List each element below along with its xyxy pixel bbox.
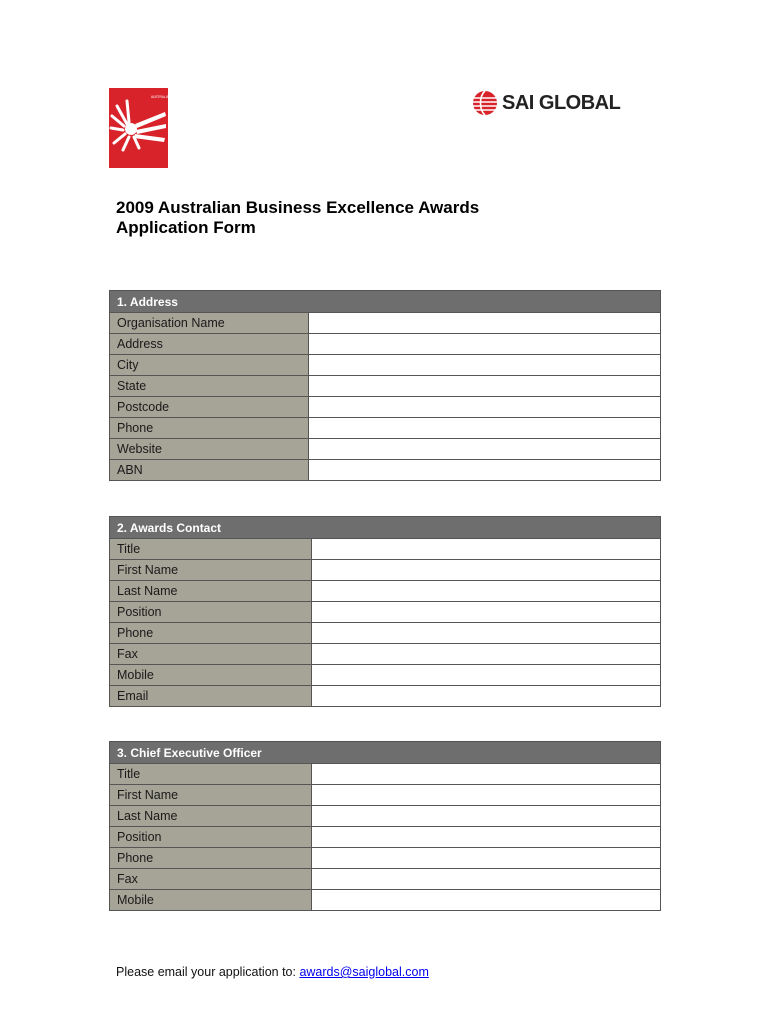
form-row	[110, 848, 661, 869]
field-label: Organisation Name	[110, 313, 309, 334]
field-label: Postcode	[110, 397, 309, 418]
field-label: First Name	[110, 560, 312, 581]
ceo-fax-field[interactable]	[312, 869, 661, 890]
title-line-1: 2009 Australian Business Excellence Awards	[116, 198, 480, 217]
sai-global-logo	[472, 88, 620, 118]
form-row	[110, 785, 661, 806]
awards-contact-section	[109, 516, 661, 707]
form-row	[110, 581, 661, 602]
form-row	[110, 623, 661, 644]
form-row	[110, 418, 661, 439]
field-label: Title	[110, 539, 312, 560]
field-label: Title	[110, 764, 312, 785]
form-row	[110, 313, 661, 334]
field-label: Phone	[110, 623, 312, 644]
field-label: Phone	[110, 848, 312, 869]
svg-text:AUSTRALIAN BUSINESS EXCELLENCE: AUSTRALIAN BUSINESS EXCELLENCE AWARDS	[151, 95, 225, 99]
section-heading: 3. Chief Executive Officer	[110, 742, 661, 764]
form-row	[110, 334, 661, 355]
contact-title-field[interactable]	[312, 539, 661, 560]
form-row	[110, 806, 661, 827]
address-field[interactable]	[309, 334, 661, 355]
address-section	[109, 290, 661, 481]
abn-field[interactable]	[309, 460, 661, 481]
contact-last-name-field[interactable]	[312, 581, 661, 602]
contact-mobile-field[interactable]	[312, 665, 661, 686]
form-row	[110, 644, 661, 665]
sai-global-wordmark: SAI GLOBAL	[502, 92, 621, 114]
ceo-mobile-field[interactable]	[312, 890, 661, 911]
field-label: Position	[110, 602, 312, 623]
ceo-title-field[interactable]	[312, 764, 661, 785]
ceo-last-name-field[interactable]	[312, 806, 661, 827]
city-field[interactable]	[309, 355, 661, 376]
field-label: Mobile	[110, 890, 312, 911]
website-field[interactable]	[309, 439, 661, 460]
title-line-2: Application Form	[116, 218, 256, 237]
contact-fax-field[interactable]	[312, 644, 661, 665]
phone-field[interactable]	[309, 418, 661, 439]
form-row	[110, 560, 661, 581]
form-row	[110, 602, 661, 623]
field-label: State	[110, 376, 309, 397]
form-row	[110, 827, 661, 848]
ceo-section	[109, 741, 661, 911]
form-row	[110, 869, 661, 890]
form-row	[110, 460, 661, 481]
field-label: First Name	[110, 785, 312, 806]
postcode-field[interactable]	[309, 397, 661, 418]
field-label: Phone	[110, 418, 309, 439]
awards-logo	[109, 88, 225, 168]
footer-note	[116, 965, 429, 979]
field-label: ABN	[110, 460, 309, 481]
ceo-first-name-field[interactable]	[312, 785, 661, 806]
field-label: Email	[110, 686, 312, 707]
contact-first-name-field[interactable]	[312, 560, 661, 581]
field-label: Website	[110, 439, 309, 460]
form-row	[110, 539, 661, 560]
ceo-position-field[interactable]	[312, 827, 661, 848]
form-row	[110, 890, 661, 911]
field-label: Fax	[110, 644, 312, 665]
form-row	[110, 397, 661, 418]
field-label: City	[110, 355, 309, 376]
field-label: Mobile	[110, 665, 312, 686]
sai-global-globe-icon	[472, 90, 498, 116]
form-row	[110, 686, 661, 707]
section-heading: 1. Address	[110, 291, 661, 313]
form-row	[110, 439, 661, 460]
email-link[interactable]: awards@saiglobal.com	[299, 965, 429, 979]
state-field[interactable]	[309, 376, 661, 397]
page-title	[116, 198, 479, 238]
field-label: Fax	[110, 869, 312, 890]
field-label: Last Name	[110, 806, 312, 827]
form-row	[110, 764, 661, 785]
contact-phone-field[interactable]	[312, 623, 661, 644]
ceo-phone-field[interactable]	[312, 848, 661, 869]
field-label: Address	[110, 334, 309, 355]
form-row	[110, 376, 661, 397]
section-heading: 2. Awards Contact	[110, 517, 661, 539]
organisation-name-field[interactable]	[309, 313, 661, 334]
form-row	[110, 665, 661, 686]
footer-text: Please email your application to:	[116, 965, 300, 979]
form-row	[110, 355, 661, 376]
contact-position-field[interactable]	[312, 602, 661, 623]
field-label: Last Name	[110, 581, 312, 602]
contact-email-field[interactable]	[312, 686, 661, 707]
business-excellence-awards-sunburst-icon	[109, 88, 225, 168]
field-label: Position	[110, 827, 312, 848]
